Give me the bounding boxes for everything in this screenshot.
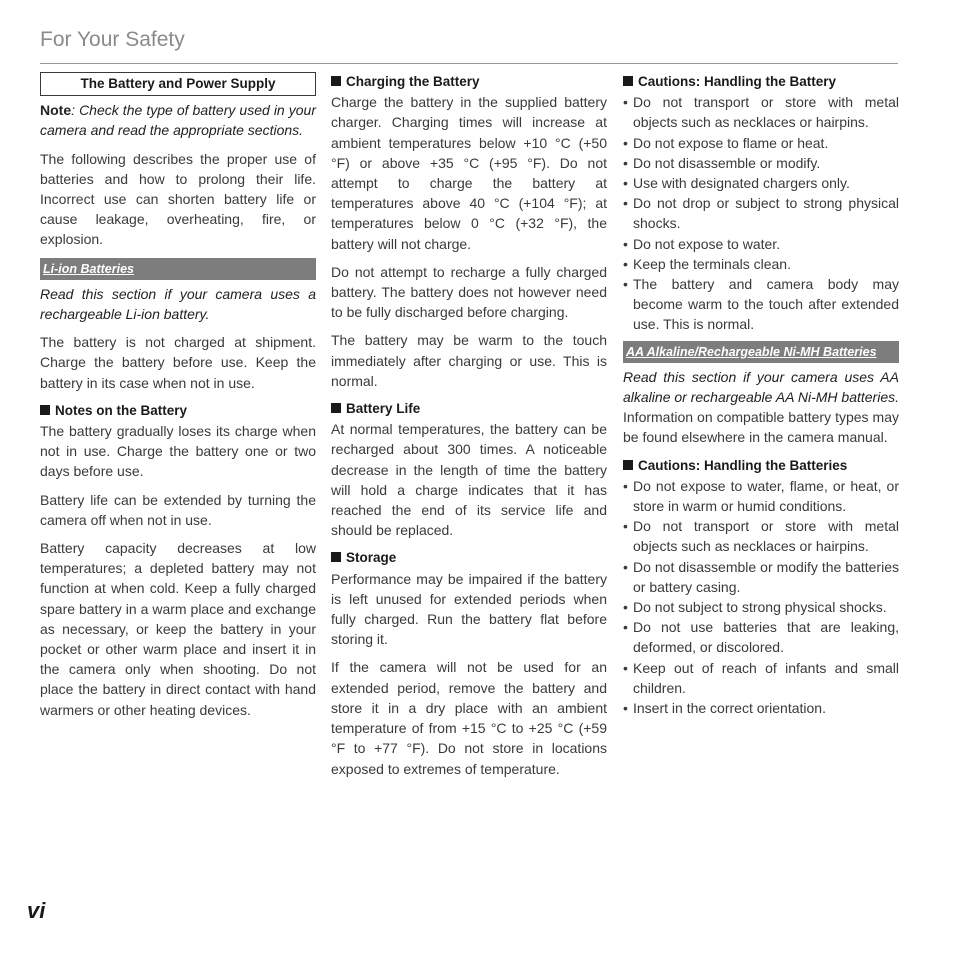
list-item: • The battery and camera body may become warm to the touch after extended use. This is normal. — [623, 276, 899, 333]
list-item: • Do not expose to flame or heat. — [623, 134, 829, 151]
column-1 — [40, 72, 316, 728]
liion-text: The battery is not charged at shipment. Charge the battery before use. Keep the battery in its case when not in use. — [40, 334, 316, 391]
notes-heading — [40, 401, 316, 421]
square-bullet-icon — [40, 405, 50, 415]
notes-paragraph-3: Battery capacity decreases at low temperatures; a depleted battery may not function at when cold. Keep a fully charged spare battery in a warm place and exchange as necessary, or keep the battery in your pocket or other warm place and insert it in the camera only when shooting. Do not place the battery in direct contact with hand warmers or other heating devices. — [40, 540, 316, 718]
square-bullet-icon — [331, 76, 341, 86]
cautions-batteries-heading-label: Cautions: Handling the Batteries — [638, 457, 848, 473]
cautions-battery-heading — [623, 72, 899, 92]
square-bullet-icon — [331, 552, 341, 562]
header-rule — [40, 63, 898, 64]
list-item: • Do not subject to strong physical shocks. — [623, 599, 887, 616]
aa-intro: Read this section if your camera uses AA alkaline or rechargeable AA Ni-MH batteries. — [623, 368, 899, 406]
intro-paragraph: The following describes the proper use of batteries and how to prolong their life. Incorrect use can shorten battery life or cause leakage, overheating, fire, or explosion. — [40, 150, 316, 248]
battery-life-paragraph: At normal temperatures, the battery can be recharged about 300 times. A noticeable decrease in the length of time the battery will hold a charge indicates that it has reached the end of its service life and should be replaced. — [331, 421, 607, 539]
cautions-batteries-heading — [623, 456, 899, 476]
list-item: • Use with designated chargers only. — [623, 175, 850, 192]
cautions-battery-list — [623, 92, 899, 334]
liion-heading: Li-ion Batteries — [40, 258, 316, 280]
note-paragraph — [40, 100, 316, 140]
list-item: • Keep out of reach of infants and small children. — [623, 659, 899, 696]
storage-heading-label: Storage — [346, 550, 397, 566]
list-item: • Do not drop or subject to strong physical shocks. — [623, 195, 899, 232]
aa-heading: AA Alkaline/Rechargeable Ni-MH Batteries — [623, 341, 899, 363]
charging-paragraph-1: Charge the battery in the supplied battery charger. Charging times will increase at ambient temperatures below +10 °C (+50 °F) or above +35 °C (+95 °F). Do not attempt to charge the battery at temperatures above 40 °C (+104 °F); at temperatures below 0 °C (+32 °F), the battery will not charge. — [331, 94, 607, 252]
note-text: : Check the type of battery used in your camera and read the appropriate sections. — [40, 102, 316, 139]
battery-life-heading-label: Battery Life — [346, 401, 421, 417]
list-item: • Do not expose to water, flame, or heat, or store in warm or humid conditions. — [623, 477, 899, 515]
notes-paragraph-2: Battery life can be extended by turning the camera off when not in use. — [40, 491, 316, 528]
column-3 — [623, 72, 899, 724]
square-bullet-icon — [331, 403, 341, 413]
list-item: • Do not transport or store with metal objects such as necklaces or hairpins. — [623, 94, 899, 131]
liion-intro: Read this section if your camera uses a rechargeable Li-ion battery. — [40, 285, 316, 323]
storage-paragraph-2: If the camera will not be used for an extended period, remove the battery and store it in a dry place with an ambient temperature of from +15 °C to +25 °C (+59 °F to +77 °F). Do not store in locations exposed to extremes of temperature. — [331, 659, 607, 777]
list-item: • Do not expose to water. — [623, 235, 781, 252]
aa-paragraph — [623, 367, 899, 448]
list-item: • Do not use batteries that are leaking, deformed, or discolored. — [623, 619, 899, 656]
list-item: • Do not transport or store with metal objects such as necklaces or hairpins. — [623, 518, 899, 555]
charging-heading — [331, 72, 607, 92]
charging-heading-label: Charging the Battery — [346, 74, 480, 89]
list-item: • Keep the terminals clean. — [623, 255, 791, 272]
square-bullet-icon — [623, 460, 633, 470]
list-item: • Insert in the correct orientation. — [623, 700, 826, 717]
charging-paragraph-2: Do not attempt to recharge a fully charged battery. The battery does not however need to be fully discharged before charging. — [331, 263, 607, 321]
square-bullet-icon — [623, 76, 633, 86]
note-label: Note — [40, 102, 72, 119]
list-item: • Do not disassemble or modify the batteries or battery casing. — [623, 558, 899, 595]
notes-paragraph-1: The battery gradually loses its charge when not in use. Charge the battery one or two days before use. — [40, 423, 316, 480]
storage-heading — [331, 548, 607, 568]
page-header-title: For Your Safety — [40, 28, 185, 51]
column-2 — [331, 72, 607, 787]
aa-text: Information on compatible battery types may be found elsewhere in the camera manual. — [623, 409, 899, 446]
list-item: • Do not disassemble or modify. — [623, 154, 821, 171]
cautions-batteries-list — [623, 476, 899, 718]
charging-paragraph-3: The battery may be warm to the touch immediately after charging or use. This is normal. — [331, 332, 607, 389]
battery-life-heading — [331, 399, 607, 419]
storage-paragraph-1: Performance may be impaired if the battery is left unused for extended periods when fully charged. Run the battery flat before storing it. — [331, 570, 607, 648]
section-box-title: The Battery and Power Supply — [40, 72, 316, 96]
notes-heading-label: Notes on the Battery — [55, 402, 188, 418]
cautions-battery-heading-label: Cautions: Handling the Battery — [638, 74, 837, 89]
page-number: vi — [27, 898, 46, 923]
